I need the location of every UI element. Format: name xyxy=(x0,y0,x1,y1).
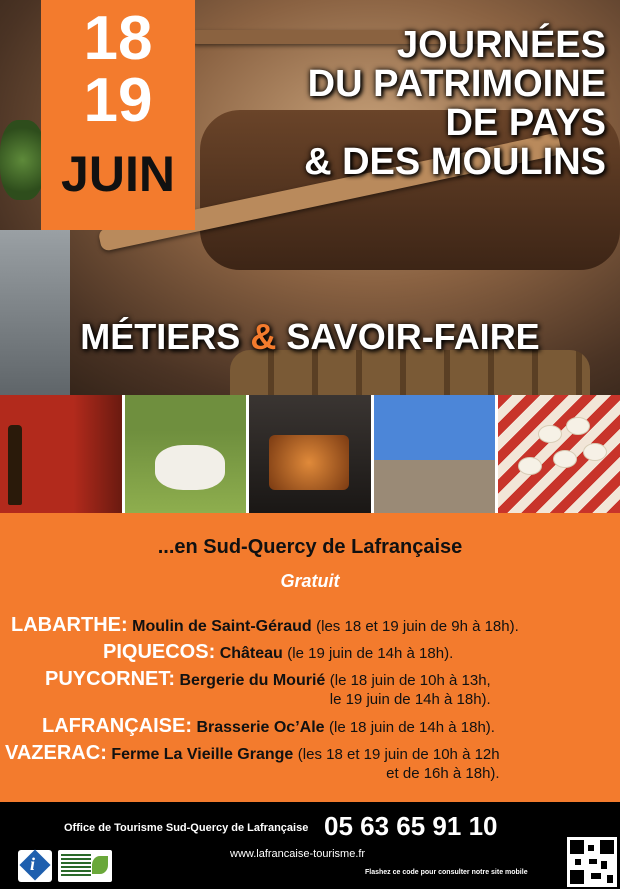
tagline-part-1: MÉTIERS xyxy=(80,316,241,357)
title-line-2: DU PATRIMOINE xyxy=(307,63,606,105)
bottle-shape xyxy=(8,425,22,505)
cheese-shape xyxy=(553,450,577,468)
qr-note: Flashez ce code pour consulter notre site mobile xyxy=(365,869,528,876)
logo-letter: i xyxy=(30,854,36,874)
qr-cell xyxy=(570,840,584,854)
venue-row: LAFRANÇAISE: Brasserie Oc’Ale (le 18 juin de 14h à 18h). xyxy=(42,715,495,737)
venue-place: LAFRANÇAISE xyxy=(42,715,186,737)
chateau-photo xyxy=(374,395,496,513)
tagline-ampersand: & xyxy=(250,316,277,357)
venue-name: Brasserie Oc’Ale xyxy=(196,719,325,736)
phone-number[interactable]: 05 63 65 91 10 xyxy=(324,811,498,841)
venue-name: Château xyxy=(219,645,283,662)
venue-place: LABARTHE xyxy=(11,614,121,636)
venue-dates-extra: et de 16h à 18h). xyxy=(386,765,500,782)
date-day-1: 18 xyxy=(83,4,153,73)
footer xyxy=(0,802,620,889)
event-title xyxy=(304,26,606,182)
qr-cell xyxy=(607,875,613,883)
venue-name: Moulin de Saint-Géraud xyxy=(132,618,312,635)
venue-place: VAZERAC xyxy=(5,742,101,764)
title-line-3: DE PAYS xyxy=(445,102,606,144)
venue-place: PIQUECOS xyxy=(103,641,209,663)
venue-row: PUYCORNET: Bergerie du Mourié (le 18 juin de 10h à 13h, le 19 juin de 14h à 18h). xyxy=(45,668,491,708)
title-line-1: JOURNÉES xyxy=(396,24,606,66)
qr-cell xyxy=(570,870,584,884)
website-link[interactable]: www.lafrancaise-tourisme.fr xyxy=(230,848,366,860)
qr-cell xyxy=(591,873,601,879)
tourism-office-name: Office de Tourisme Sud-Quercy de Lafrançaise xyxy=(64,822,309,834)
goats-photo xyxy=(125,395,247,513)
price-label: Gratuit xyxy=(280,571,340,591)
venue-row: LABARTHE: Moulin de Saint-Géraud (les 18 et 19 juin de 9h à 18h). xyxy=(11,614,519,636)
venue-name: Ferme La Vieille Grange xyxy=(111,746,294,763)
oven-shape xyxy=(269,435,349,490)
venue-place: PUYCORNET xyxy=(45,668,169,690)
venue-dates: (le 18 juin de 14h à 18h). xyxy=(329,719,495,736)
cheese-photo xyxy=(498,395,620,513)
photo-strip xyxy=(0,395,620,513)
tagline xyxy=(0,316,620,358)
region-heading: ...en Sud-Quercy de Lafrançaise xyxy=(157,536,463,558)
cheese-shape xyxy=(518,457,542,475)
venue-name: Bergerie du Mourié xyxy=(179,672,326,689)
venue-dates: (les 18 et 19 juin de 9h à 18h). xyxy=(316,618,519,635)
goat-shape xyxy=(155,445,225,490)
qr-cell xyxy=(589,859,597,864)
venue-dates: (le 18 juin de 10h à 13h, xyxy=(329,672,491,689)
title-line-4: & DES MOULINS xyxy=(304,141,606,183)
community-logo-icon xyxy=(58,850,112,882)
qr-code-icon[interactable] xyxy=(567,837,617,887)
date-day-2: 19 xyxy=(83,66,153,135)
beer-bottles-photo xyxy=(0,395,122,513)
cheese-shape xyxy=(538,425,562,443)
date-month: JUIN xyxy=(61,146,175,202)
plants xyxy=(0,120,45,200)
qr-cell xyxy=(601,861,607,869)
tagline-part-2: SAVOIR-FAIRE xyxy=(286,316,540,357)
qr-cell xyxy=(600,840,614,854)
date-box xyxy=(41,0,195,230)
tourism-info-logo-icon xyxy=(18,850,52,882)
qr-cell xyxy=(575,859,581,865)
venue-dates: (le 19 juin de 14h à 18h). xyxy=(287,645,454,662)
venue-row: VAZERAC: Ferme La Vieille Grange (les 18 et 19 juin de 10h à 12h et de 16h à 18h). xyxy=(5,742,500,782)
venue-dates-extra: le 19 juin de 14h à 18h). xyxy=(329,691,491,708)
venue-dates: (les 18 et 19 juin de 10h à 12h xyxy=(297,746,500,763)
cheese-shape xyxy=(566,417,590,435)
stone-floor xyxy=(0,230,70,395)
logo-text-lines xyxy=(61,854,91,876)
cheese-shape xyxy=(583,443,607,461)
qr-cell xyxy=(588,845,594,851)
bread-oven-photo xyxy=(249,395,371,513)
venue-row: PIQUECOS: Château (le 19 juin de 14h à 18h). xyxy=(103,641,454,663)
logo-leaf xyxy=(92,856,108,874)
